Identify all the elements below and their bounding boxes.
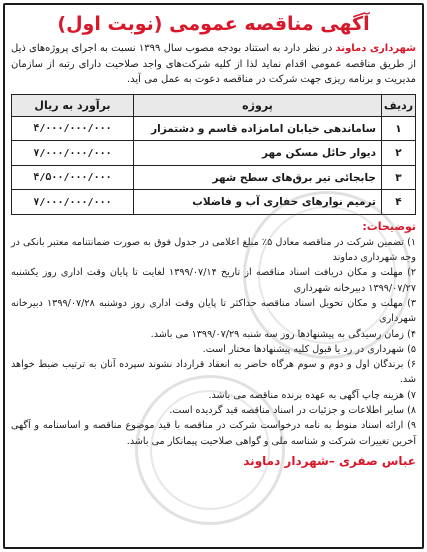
project-name: دیوار حائل مسکن مهر — [134, 141, 382, 166]
note-item: ۹) ارائه اسناد منوط به نامه درخواست شرکت در مناقصه با قید موضوع مناقصه و اساسنامه و آگهی آخرین تغییرات شرکت و شناسه ملی و گواهی صلاحیت پیمانکار می باشد. — [11, 420, 416, 447]
note-item: ۷) هزینه چاپ آگهی به عهده برنده مناقصه می باشد. — [208, 389, 416, 401]
notes-title: توضیحات: — [362, 219, 416, 233]
header-estimate: برآورد به ریال — [12, 94, 134, 116]
intro-text: در نظر دارد به استناد بودجه مصوب سال ۱۳۹۹ نسبت به اجرای پروژه‌های ذیل از طریق مناقصه عمومی اقدام نماید لذا از کلیه شرکت‌های واجد صلاحیت دارای رتبه از سازمان مدیریت و برنامه ریزی جهت شرکت در مناقصه دعوت به عمل می آید. — [11, 43, 416, 86]
estimate-amount: ۴/۵۰۰/۰۰۰/۰۰۰ — [12, 165, 134, 190]
estimate-amount: ۷/۰۰۰/۰۰۰/۰۰۰ — [12, 190, 134, 215]
header-project: پروژه — [134, 94, 382, 116]
project-name: ترمیم نوارهای حفاری آب و فاضلاب — [134, 190, 382, 215]
note-item: ۸) سایر اطلاعات و جزئیات در اسناد مناقصه قید گردیده است. — [169, 405, 416, 417]
organization-name: شهرداری دماوند — [335, 43, 416, 54]
signature-line: عباس صفری –شهردار دماوند — [243, 453, 416, 468]
tender-ad-frame — [3, 3, 424, 549]
row-number: ۱ — [382, 116, 416, 141]
table-row — [12, 141, 416, 166]
table-header-row — [12, 94, 416, 116]
row-number: ۴ — [382, 190, 416, 215]
table-row — [12, 190, 416, 215]
intro-paragraph — [11, 41, 416, 88]
row-number: ۲ — [382, 141, 416, 166]
note-item: ۴) زمان رسیدگی به پیشنهادها روز سه شنبه ۱۳۹۹/۰۷/۲۹ می باشد. — [150, 328, 416, 340]
header-row-number: ردیف — [382, 94, 416, 116]
estimate-amount: ۷/۰۰۰/۰۰۰/۰۰۰ — [12, 141, 134, 166]
table-row — [12, 165, 416, 190]
project-name: ساماندهی خیابان امامزاده قاسم و دشتمزار — [134, 116, 382, 141]
tender-table — [11, 94, 416, 215]
note-item: ۶) برندگان اول و دوم و سوم هرگاه حاضر به انعقاد قرارداد نشوند سپرده آنان به ترتیب ضبط خواهد شد. — [11, 359, 416, 386]
note-item: ۳) مهلت و مکان تحویل اسناد مناقصه حداکثر تا پایان وقت اداری روز دوشنبه ۱۳۹۹/۰۷/۲۸ دبیرخانه شهرداری — [11, 297, 416, 325]
row-number: ۳ — [382, 165, 416, 190]
note-item: ۱) تضمین شرکت در مناقصه معادل ۵٪ مبلغ اعلامی در جدول فوق به صورت ضمانتنامه معتبر بانکی در وجه شهرداری دماوند — [11, 236, 416, 264]
notes-list — [11, 235, 416, 449]
project-name: جابجائی تیر برق‌های سطح شهر — [134, 165, 382, 190]
note-item: ۲) مهلت و مکان دریافت اسناد مناقصه از تاریخ ۱۳۹۹/۰۷/۱۴ لغایت تا پایان وقت اداری روز یکشنبه ۱۳۹۹/۰۷/۲۷ دبیرخانه شهرداری — [11, 267, 416, 294]
note-item: ۵) شهرداری در رد یا قبول کلیه پیشنهادها مختار است. — [202, 343, 416, 355]
table-row — [12, 116, 416, 141]
ad-title: آگهی مناقصه عمومی (نوبت اول) — [57, 13, 370, 35]
estimate-amount: ۴/۰۰۰/۰۰۰/۰۰۰ — [12, 116, 134, 141]
